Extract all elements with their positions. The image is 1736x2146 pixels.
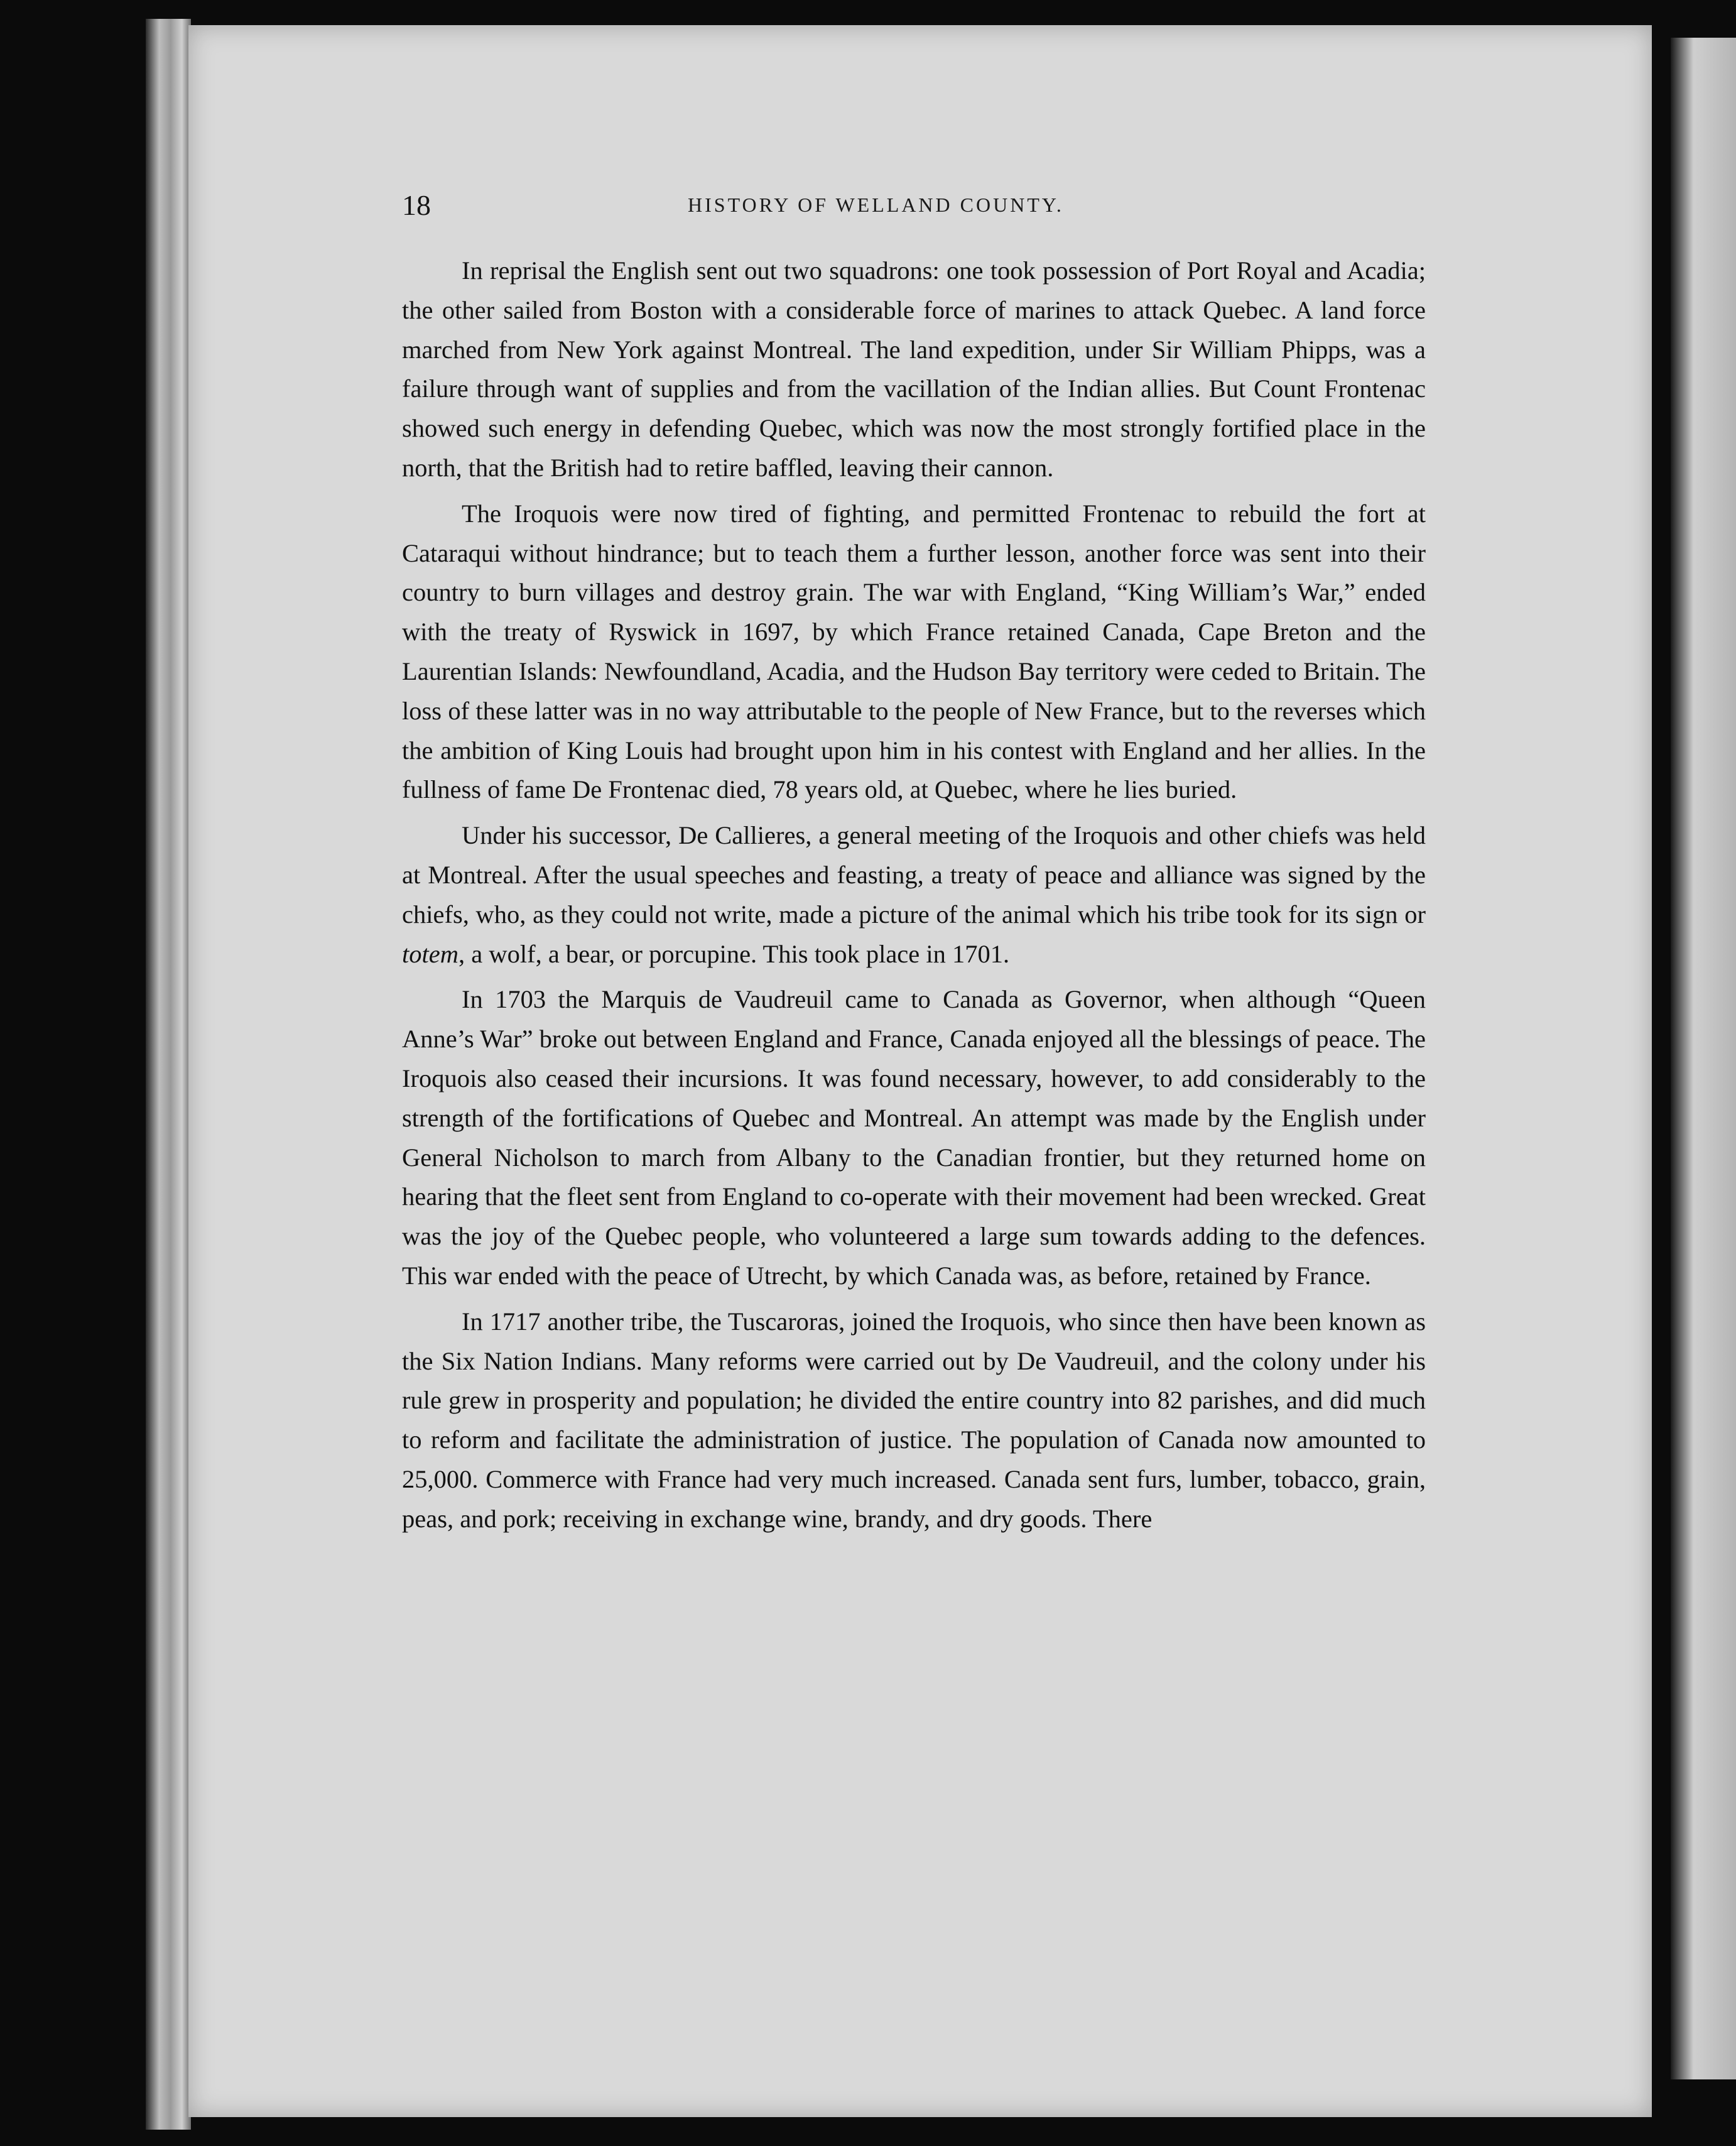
paragraph-reprisal: In reprisal the English sent out two squadrons: one took possession of Port Royal and Acadia; the other sailed from Boston with a considerable force of marines to attack Quebec. A land force marched from New York against Montreal. The land expedition, under Sir William Phipps, was a failure through want of supplies and from the vacillation of the Indian allies. But Count Frontenac showed such energy in defending Quebec, which was now the most strongly fortified place in the north, that the British had to retire baffled, leaving their cannon. [402,256,1426,482]
paragraph-tuscaroras: In 1717 another tribe, the Tuscaroras, joined the Iroquois, who since then have been known as the Six Nation Indians. Many reforms were carried out by De Vaudreuil, and the colony under his rule grew in prosperity and population; he divided the entire country into 82 parishes, and did much to reform and facilitate the administration of justice. The population of Canada now amounted to 25,000. Commerce with France had very much increased. Canada sent furs, lumber, tobacco, grain, peas, and pork; receiving in exchange wine, brandy, and dry goods. There [402,1307,1426,1533]
body-text [402,251,1426,1545]
paragraph-text: , a wolf, a bear, or porcupine. This took place in 1701. [458,939,1010,968]
page-number: 18 [402,189,431,221]
paragraph-text: Under his successor, De Callieres, a general meeting of the Iroquois and other chiefs was held at Montreal. After the usual speeches and feasting, a treaty of peace and alliance was signed by the chiefs, who, as they could not write, made a picture of the animal which his tribe took for its sign or [402,821,1426,929]
book-page-edges [146,19,191,2130]
emphasized-word: totem [402,939,458,968]
paragraph-vaudreuil: In 1703 the Marquis de Vaudreuil came to Canada as Governor, when although “Queen Anne’s War” broke out between England and France, Canada enjoyed all the blessings of peace. The Iroquois also ceased their incursions. It was found necessary, however, to add considerably to the strength of the fortifications of Quebec and Montreal. An attempt was made by the English under General Nicholson to march from Albany to the Canadian frontier, but they returned home on hearing that the fleet sent from England to co-operate with their movement had been wrecked. Great was the joy of the Quebec people, who volunteered a large sum towards adding to the defences. This war ended with the peace of Utrecht, by which Canada was, as before, retained by France. [402,985,1426,1290]
facing-page-edge [1671,38,1736,2079]
paragraph-de-callieres [402,816,1426,974]
running-title: HISTORY OF WELLAND COUNTY. [688,193,1064,216]
paragraph-iroquois-peace: The Iroquois were now tired of fighting, and permitted Frontenac to rebuild the fort at Cataraqui without hindrance; but to teach them a further lesson, another force was sent into their country to burn villages and destroy grain. The war with England, “King William’s War,” ended with the treaty of Ryswick in 1697, by which France retained Canada, Cape Breton and the Laurentian Islands: Newfoundland, Acadia, and the Hudson Bay territory were ceded to Britain. The loss of these latter was in no way attributable to the people of New France, but to the reverses which the ambition of King Louis had brought upon him in his contest with England and her allies. In the fullness of fame De Frontenac died, 78 years old, at Quebec, where he lies buried. [402,499,1426,804]
